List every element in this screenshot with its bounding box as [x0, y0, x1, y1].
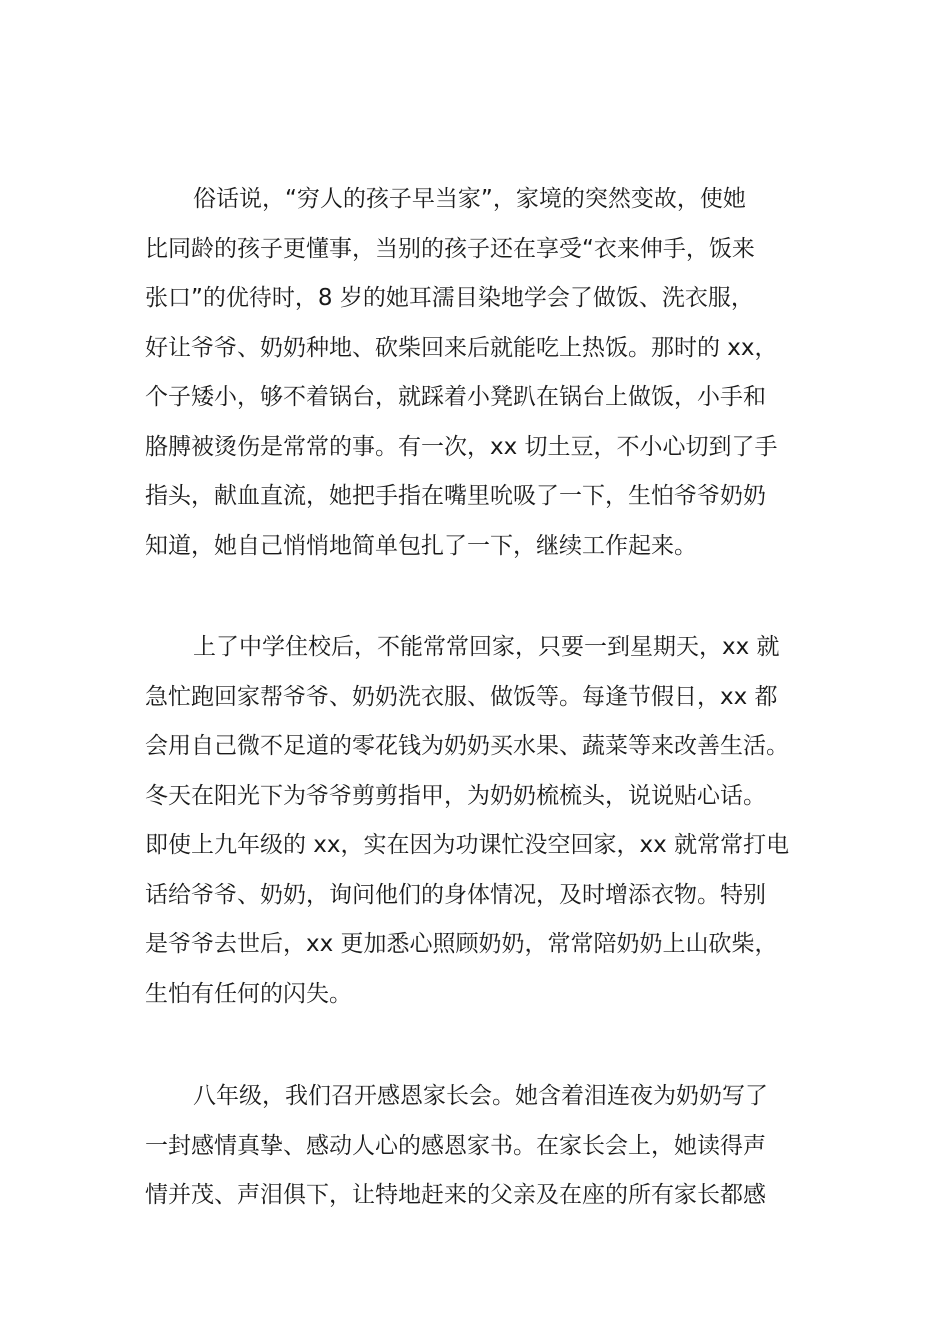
paragraph-1	[145, 175, 815, 571]
text-line: 急忙跑回家帮爷爷、奶奶洗衣服、做饭等。每逢节假日，xx 都	[145, 683, 778, 710]
text-line: 张口”的优待时，8 岁的她耳濡目染地学会了做饭、洗衣服，	[145, 285, 754, 311]
text-line: 冬天在阳光下为爷爷剪剪指甲，为奶奶梳梳头，说说贴心话。	[145, 782, 766, 809]
text-line: 八年级，我们召开感恩家长会。她含着泪连夜为奶奶写了	[193, 1083, 768, 1109]
text-line: 话给爷爷、奶奶，询问他们的身体情况，及时增添衣物。特别	[145, 881, 766, 908]
text-line: 知道，她自己悄悄地简单包扎了一下，继续工作起来。	[145, 532, 697, 559]
text-line: 比同龄的孩子更懂事，当别的孩子还在享受“衣来伸手，饭来	[145, 235, 755, 262]
text-line: 情并茂、声泪俱下，让特地赶来的父亲及在座的所有家长都感	[145, 1182, 766, 1208]
text-line: 生怕有任何的闪失。	[145, 980, 352, 1007]
text-line: 上了中学住校后，不能常常回家，只要一到星期天，xx 就	[193, 634, 780, 660]
text-line: 即使上九年级的 xx，实在因为功课忙没空回家，xx 就常常打电	[145, 832, 790, 858]
text-line: 一封感情真挚、感动人心的感恩家书。在家长会上，她读得声	[145, 1132, 766, 1159]
paragraph-2	[145, 623, 815, 1019]
text-line: 好让爷爷、奶奶种地、砍柴回来后就能吃上热饭。那时的 xx，	[145, 334, 778, 361]
text-line: 俗话说，“穷人的孩子早当家”，家境的突然变故，使她	[193, 186, 746, 212]
text-line: 指头，献血直流，她把手指在嘴里吮吸了一下，生怕爷爷奶奶	[145, 483, 766, 509]
text-line: 会用自己微不足道的零花钱为奶奶买水果、蔬菜等来改善生活。	[145, 733, 789, 759]
text-line: 个子矮小，够不着锅台，就踩着小凳趴在锅台上做饭，小手和	[145, 384, 766, 410]
text-line: 胳膊被烫伤是常常的事。有一次，xx 切土豆，不小心切到了手	[145, 433, 778, 460]
paragraph-3	[145, 1072, 815, 1221]
text-line: 是爷爷去世后，xx 更加悉心照顾奶奶，常常陪奶奶上山砍柴，	[145, 931, 778, 957]
